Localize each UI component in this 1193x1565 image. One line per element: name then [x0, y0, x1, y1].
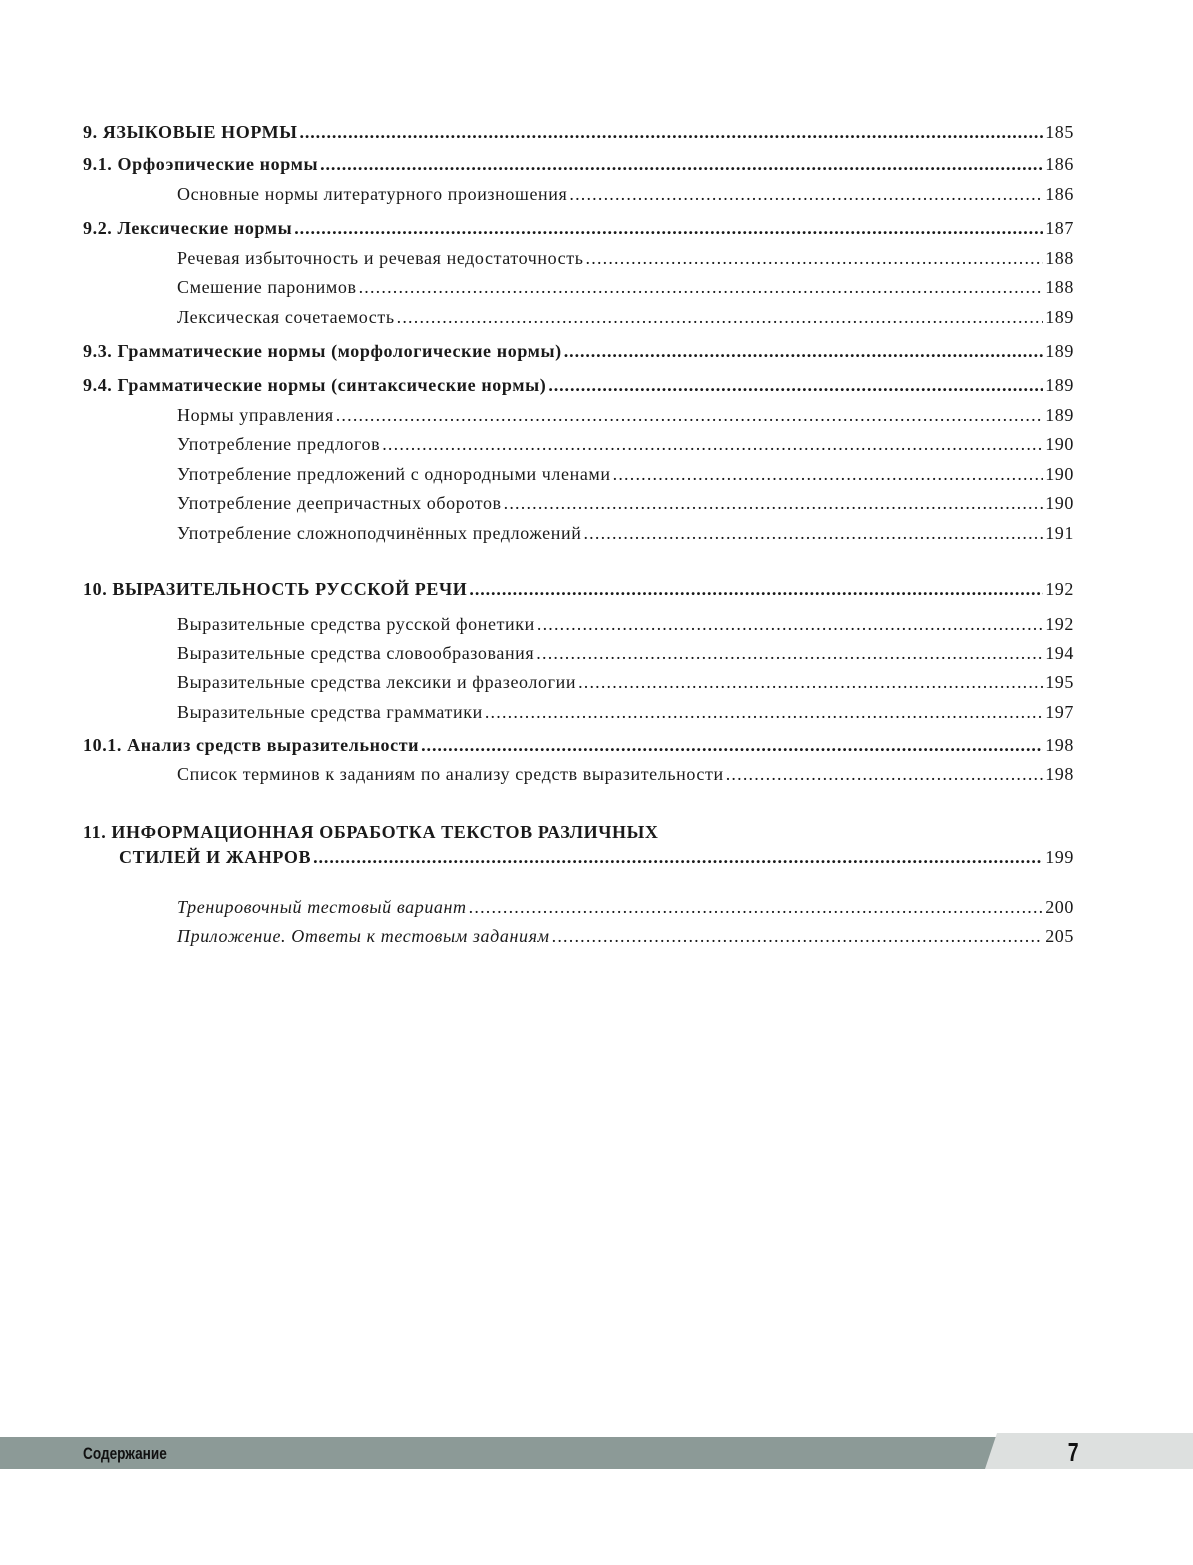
toc-entry-title: Смешение паронимов: [177, 277, 357, 297]
toc-entry-page: 189: [1045, 307, 1074, 327]
footer-section-title: Содержание: [83, 1444, 167, 1463]
toc-entry[interactable]: [177, 925, 1074, 947]
toc-entry-page: 191: [1045, 523, 1074, 543]
toc-entry[interactable]: [177, 613, 1074, 635]
leader-dots: [504, 492, 1044, 514]
toc-entry-page: 197: [1045, 702, 1074, 722]
leader-dots: [313, 846, 1043, 868]
toc-entry-title: Приложение. Ответы к тестовым заданиям: [177, 926, 550, 946]
toc-entry-page: 190: [1045, 464, 1074, 484]
toc-entry-page: 192: [1045, 579, 1074, 599]
toc-entry[interactable]: [177, 671, 1074, 693]
footer-page-tab: [985, 1433, 1193, 1469]
leader-dots: [569, 183, 1043, 205]
toc-entry-page: 186: [1045, 154, 1074, 174]
toc-entry-page: 205: [1045, 926, 1074, 946]
toc-entry[interactable]: [177, 492, 1074, 514]
toc-entry-title: Речевая избыточность и речевая недостаточность: [177, 248, 584, 268]
toc-entry-page: 198: [1045, 735, 1074, 755]
toc-entry[interactable]: [177, 763, 1074, 785]
leader-dots: [613, 463, 1044, 485]
leader-dots: [726, 763, 1043, 785]
toc-entry-page: 194: [1045, 643, 1074, 663]
leader-dots: [397, 306, 1044, 328]
toc-entry-page: 189: [1045, 375, 1074, 395]
toc-entry-title: 10. ВЫРАЗИТЕЛЬНОСТЬ РУССКОЙ РЕЧИ: [83, 579, 468, 599]
toc-entry-title: 9. ЯЗЫКОВЫЕ НОРМЫ: [83, 122, 298, 142]
toc-entry-title: Нормы управления: [177, 405, 334, 425]
toc-entry-title: Выразительные средства грамматики: [177, 702, 483, 722]
toc-entry-title: Употребление предложений с однородными членами: [177, 464, 611, 484]
leader-dots: [537, 613, 1043, 635]
toc-entry-title: Употребление деепричастных оборотов: [177, 493, 502, 513]
toc-entry-title: 9.3. Грамматические нормы (морфологические нормы): [83, 341, 562, 361]
toc-entry[interactable]: [83, 121, 1074, 143]
toc-entry[interactable]: [177, 183, 1074, 205]
toc-entry-page: 192: [1045, 614, 1074, 634]
toc-entry-page: 185: [1045, 122, 1074, 142]
toc-entry[interactable]: [83, 734, 1074, 756]
leader-dots: [564, 340, 1043, 362]
toc-entry[interactable]: [177, 701, 1074, 723]
toc-entry-title: Употребление сложноподчинённых предложений: [177, 523, 582, 543]
leader-dots: [382, 433, 1043, 455]
leader-dots: [548, 374, 1043, 396]
toc-entry[interactable]: [119, 846, 1074, 868]
toc-entry-title: СТИЛЕЙ И ЖАНРОВ: [119, 847, 312, 867]
toc-entry-page: 188: [1045, 248, 1074, 268]
page-number: 7: [1067, 1437, 1079, 1467]
toc-entry-page: 199: [1045, 847, 1074, 867]
toc-entry[interactable]: [83, 340, 1074, 362]
toc-entry-title-line1: 11. ИНФОРМАЦИОННАЯ ОБРАБОТКА ТЕКСТОВ РАЗЛИЧНЫХ: [83, 822, 659, 842]
leader-dots: [583, 522, 1043, 544]
toc-entry-page: 198: [1045, 764, 1074, 784]
toc-entry[interactable]: [83, 578, 1074, 600]
toc-entry-page: 189: [1045, 405, 1074, 425]
leader-dots: [359, 276, 1044, 298]
toc-entry-title: Выразительные средства словообразования: [177, 643, 535, 663]
toc-entry-page: 187: [1045, 218, 1074, 238]
toc-entry-page: 195: [1045, 672, 1074, 692]
leader-dots: [299, 121, 1043, 143]
toc-entry[interactable]: [177, 463, 1074, 485]
leader-dots: [485, 701, 1043, 723]
toc-entry[interactable]: [83, 153, 1074, 175]
leader-dots: [536, 642, 1043, 664]
toc-entry-title: Список терминов к заданиям по анализу средств выразительности: [177, 764, 724, 784]
toc-entry[interactable]: [83, 374, 1074, 396]
leader-dots: [469, 578, 1043, 600]
leader-dots: [336, 404, 1043, 426]
toc-entry[interactable]: [177, 276, 1074, 298]
toc-entry[interactable]: [177, 404, 1074, 426]
toc-entry[interactable]: [177, 642, 1074, 664]
toc-entry[interactable]: [177, 247, 1074, 269]
toc-entry-page: 200: [1045, 897, 1074, 917]
toc-entry-title: Тренировочный тестовый вариант: [177, 897, 467, 917]
leader-dots: [578, 671, 1043, 693]
leader-dots: [586, 247, 1044, 269]
toc-entry-page: 189: [1045, 341, 1074, 361]
toc-entry[interactable]: [83, 217, 1074, 239]
toc-entry-page: 190: [1045, 434, 1074, 454]
toc-entry-title: Основные нормы литературного произношения: [177, 184, 568, 204]
leader-dots: [294, 217, 1043, 239]
toc-entry-title: 9.2. Лексические нормы: [83, 218, 293, 238]
toc-entry-title: 9.1. Орфоэпические нормы: [83, 154, 319, 174]
toc-entry[interactable]: [177, 306, 1074, 328]
toc-entry[interactable]: [177, 522, 1074, 544]
toc-entry-title: 9.4. Грамматические нормы (синтаксические нормы): [83, 375, 547, 395]
leader-dots: [320, 153, 1043, 175]
toc-entry-page: 188: [1045, 277, 1074, 297]
toc-entry-page: 190: [1045, 493, 1074, 513]
toc-entry[interactable]: [177, 896, 1074, 918]
leader-dots: [552, 925, 1044, 947]
toc-entry[interactable]: [177, 433, 1074, 455]
toc-entry-title: Выразительные средства русской фонетики: [177, 614, 535, 634]
toc-entry-page: 186: [1045, 184, 1074, 204]
toc-entry-title: 10.1. Анализ средств выразительности: [83, 735, 420, 755]
leader-dots: [421, 734, 1043, 756]
leader-dots: [469, 896, 1044, 918]
toc-entry-title: Употребление предлогов: [177, 434, 381, 454]
toc-entry-title: Выразительные средства лексики и фразеологии: [177, 672, 577, 692]
toc-entry-title: Лексическая сочетаемость: [177, 307, 395, 327]
